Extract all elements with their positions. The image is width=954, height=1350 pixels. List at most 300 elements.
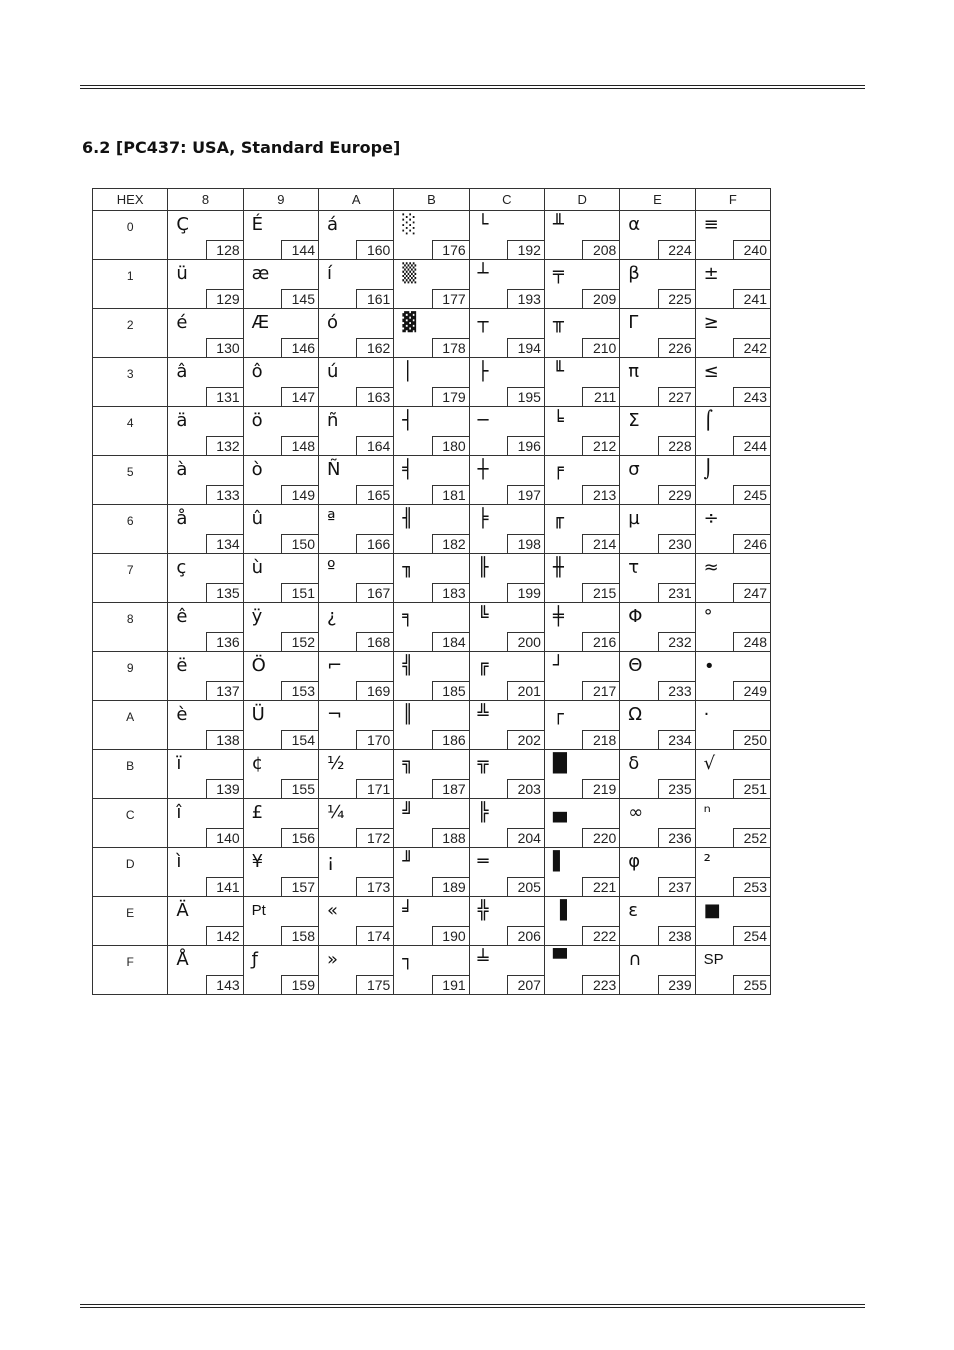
column-header-a: A [318,189,393,211]
char-cell [394,750,469,799]
char-glyph: ∩ [628,949,642,970]
decimal-code: 211 [582,387,620,407]
decimal-code: 164 [356,436,394,456]
row-header-4: 4 [93,407,168,456]
char-glyph: ┴ [477,263,489,284]
char-glyph: · [703,704,710,725]
char-cell [620,652,695,701]
char-glyph: ┘ [552,655,564,676]
char-cell [243,946,318,995]
char-glyph: á [326,214,339,235]
decimal-code: 190 [432,926,470,946]
decimal-code: 141 [206,877,244,897]
char-cell [469,456,544,505]
char-cell [469,603,544,652]
decimal-code: 148 [281,436,319,456]
char-glyph: ° [703,606,713,627]
decimal-code: 172 [356,828,394,848]
decimal-code: 163 [356,387,394,407]
char-cell [544,897,619,946]
char-glyph: ï [176,753,182,774]
column-header-f: F [695,189,770,211]
char-cell [695,260,770,309]
char-glyph: ╫ [552,557,564,578]
char-cell [695,211,770,260]
char-cell [394,897,469,946]
decimal-code: 171 [356,779,394,799]
decimal-code: 200 [507,632,545,652]
char-glyph: ¬ [326,704,343,725]
char-cell [394,946,469,995]
char-cell [168,701,243,750]
char-cell [168,407,243,456]
char-glyph: ─ [477,410,489,431]
decimal-code: 161 [356,289,394,309]
char-cell [544,750,619,799]
char-glyph: ö [251,410,263,431]
decimal-code: 224 [658,240,696,260]
char-cell [695,652,770,701]
decimal-code: 186 [432,730,470,750]
char-cell [243,456,318,505]
char-cell [620,750,695,799]
char-cell [318,750,393,799]
char-glyph: ≈ [703,557,719,578]
char-cell [318,848,393,897]
char-glyph: ▌ [552,851,567,872]
char-glyph: ╙ [552,361,564,382]
decimal-code: 174 [356,926,394,946]
char-cell [243,603,318,652]
decimal-code: 165 [356,485,394,505]
decimal-code: 166 [356,534,394,554]
char-cell [394,260,469,309]
char-glyph: ╜ [402,851,414,872]
char-glyph: í [326,263,332,284]
char-cell [620,260,695,309]
char-cell [469,701,544,750]
decimal-code: 187 [432,779,470,799]
decimal-code: 227 [658,387,696,407]
char-cell [168,211,243,260]
decimal-code: 241 [733,289,771,309]
char-cell [469,260,544,309]
char-glyph: ╪ [552,606,564,627]
char-cell [469,407,544,456]
char-glyph: ╠ [477,802,489,823]
decimal-code: 132 [206,436,244,456]
char-glyph: Ñ [326,459,341,480]
char-glyph: ü [176,263,188,284]
char-cell [168,946,243,995]
decimal-code: 230 [658,534,696,554]
decimal-code: 217 [582,681,620,701]
char-glyph: ± [703,263,719,284]
decimal-code: 145 [281,289,319,309]
decimal-code: 195 [507,387,545,407]
char-cell [168,554,243,603]
decimal-code: 162 [356,338,394,358]
char-cell [243,407,318,456]
char-cell [243,260,318,309]
char-cell [318,211,393,260]
row-header-2: 2 [93,309,168,358]
char-glyph: ▒ [402,263,417,284]
char-glyph: ¿ [326,606,337,627]
char-cell [469,848,544,897]
char-cell [469,358,544,407]
decimal-code: 193 [507,289,545,309]
char-cell [544,848,619,897]
char-cell [168,750,243,799]
char-glyph: ┼ [477,459,489,480]
char-glyph: ¥ [251,851,264,872]
char-glyph: ú [326,361,339,382]
char-glyph: £ [251,802,264,823]
decimal-code: 179 [432,387,470,407]
decimal-code: 176 [432,240,470,260]
row-header-6: 6 [93,505,168,554]
decimal-code: 196 [507,436,545,456]
char-cell [469,211,544,260]
char-cell [620,946,695,995]
char-glyph: ε [628,900,639,921]
char-glyph: ╨ [552,214,564,235]
char-cell [544,554,619,603]
char-glyph: ╞ [477,508,489,529]
row-header-9: 9 [93,652,168,701]
char-glyph: ┤ [402,410,414,431]
decimal-code: 133 [206,485,244,505]
decimal-code: 245 [733,485,771,505]
char-glyph: ¡ [326,851,335,872]
decimal-code: 236 [658,828,696,848]
char-glyph: √ [703,753,716,774]
char-glyph: δ [628,753,640,774]
char-glyph: ╥ [552,312,564,333]
decimal-code: 158 [281,926,319,946]
decimal-code: 167 [356,583,394,603]
decimal-code: 214 [582,534,620,554]
decimal-code: 222 [582,926,620,946]
char-glyph: Å [176,949,189,970]
char-glyph: ⌐ [326,655,343,676]
char-cell [243,652,318,701]
char-glyph: ª [326,508,336,529]
decimal-code: 213 [582,485,620,505]
char-cell [318,358,393,407]
char-glyph: ≡ [703,214,719,235]
char-cell [243,799,318,848]
decimal-code: 228 [658,436,696,456]
char-glyph: ║ [402,704,414,725]
decimal-code: 150 [281,534,319,554]
char-cell [168,309,243,358]
char-cell [394,211,469,260]
decimal-code: 152 [281,632,319,652]
decimal-code: 233 [658,681,696,701]
char-cell [469,309,544,358]
char-cell [695,897,770,946]
char-cell [168,897,243,946]
char-cell [620,701,695,750]
char-glyph: ≤ [703,361,719,382]
char-cell [243,505,318,554]
decimal-code: 142 [206,926,244,946]
decimal-code: 180 [432,436,470,456]
decimal-code: 231 [658,583,696,603]
table-row [93,505,771,554]
decimal-code: 191 [432,975,470,995]
char-cell [695,750,770,799]
char-cell [544,211,619,260]
char-cell [469,505,544,554]
decimal-code: 226 [658,338,696,358]
char-cell [318,701,393,750]
char-cell [318,652,393,701]
decimal-code: 168 [356,632,394,652]
char-glyph: ┐ [402,949,414,970]
char-cell [394,554,469,603]
decimal-code: 204 [507,828,545,848]
decimal-code: 159 [281,975,319,995]
char-cell [695,799,770,848]
char-glyph: ½ [326,753,345,774]
char-glyph: ╢ [402,508,414,529]
char-glyph: è [176,704,188,725]
char-glyph: Pt [251,902,266,919]
char-glyph: â [176,361,188,382]
decimal-code: 254 [733,926,771,946]
char-glyph: ╚ [477,606,489,627]
char-cell [318,603,393,652]
decimal-code: 192 [507,240,545,260]
char-glyph: é [176,312,188,333]
table-row [93,309,771,358]
decimal-code: 240 [733,240,771,260]
decimal-code: 251 [733,779,771,799]
char-cell [544,260,619,309]
decimal-code: 239 [658,975,696,995]
char-glyph: ê [176,606,188,627]
decimal-code: 136 [206,632,244,652]
char-glyph: ù [251,557,264,578]
char-glyph: │ [402,361,414,382]
row-header-1: 1 [93,260,168,309]
char-glyph: å [176,508,188,529]
decimal-code: 219 [582,779,620,799]
char-cell [394,505,469,554]
char-glyph: ╤ [552,263,564,284]
char-cell [695,358,770,407]
char-glyph: à [176,459,188,480]
char-cell [243,848,318,897]
decimal-code: 157 [281,877,319,897]
char-cell [168,358,243,407]
char-cell [695,407,770,456]
decimal-code: 181 [432,485,470,505]
char-glyph: ┌ [552,704,564,725]
char-cell [318,554,393,603]
char-cell [544,505,619,554]
decimal-code: 223 [582,975,620,995]
decimal-code: 209 [582,289,620,309]
char-glyph: Γ [628,312,639,333]
char-cell [243,750,318,799]
char-cell [695,946,770,995]
char-glyph: ╝ [402,802,414,823]
char-cell [168,505,243,554]
decimal-code: 153 [281,681,319,701]
char-glyph: ▓ [402,312,417,333]
table-row [93,897,771,946]
char-cell [695,554,770,603]
char-cell [243,309,318,358]
char-glyph: Æ [251,312,270,333]
char-cell [243,211,318,260]
char-glyph: τ [628,557,640,578]
column-header-9: 9 [243,189,318,211]
table-row [93,848,771,897]
decimal-code: 194 [507,338,545,358]
decimal-code: 255 [733,975,771,995]
top-rule [80,85,865,90]
table-row [93,260,771,309]
char-cell [544,309,619,358]
table-row [93,603,771,652]
char-cell [544,456,619,505]
row-header-b: B [93,750,168,799]
char-glyph: █ [552,753,567,774]
char-glyph: ¼ [326,802,345,823]
decimal-code: 234 [658,730,696,750]
char-glyph: Σ [628,410,640,431]
decimal-code: 134 [206,534,244,554]
row-header-3: 3 [93,358,168,407]
char-cell [318,260,393,309]
decimal-code: 184 [432,632,470,652]
decimal-code: 232 [658,632,696,652]
char-cell [695,701,770,750]
decimal-code: 131 [206,387,244,407]
table-row [93,358,771,407]
char-glyph: ╡ [402,459,414,480]
decimal-code: 208 [582,240,620,260]
char-cell [168,652,243,701]
char-cell [318,799,393,848]
decimal-code: 140 [206,828,244,848]
decimal-code: 220 [582,828,620,848]
char-cell [168,848,243,897]
decimal-code: 129 [206,289,244,309]
decimal-code: 155 [281,779,319,799]
decimal-code: 212 [582,436,620,456]
char-glyph: ╟ [477,557,489,578]
char-glyph: φ [628,851,641,872]
decimal-code: 225 [658,289,696,309]
decimal-code: 248 [733,632,771,652]
decimal-code: 175 [356,975,394,995]
char-glyph: π [628,361,640,382]
table-row [93,701,771,750]
char-cell [243,358,318,407]
char-cell [243,897,318,946]
char-cell [168,603,243,652]
char-glyph: É [251,214,264,235]
decimal-code: 206 [507,926,545,946]
decimal-code: 169 [356,681,394,701]
char-glyph: ä [176,410,188,431]
decimal-code: 177 [432,289,470,309]
char-glyph: µ [628,508,640,529]
column-header-d: D [544,189,619,211]
row-header-7: 7 [93,554,168,603]
char-cell [469,946,544,995]
decimal-code: 244 [733,436,771,456]
row-header-d: D [93,848,168,897]
decimal-code: 199 [507,583,545,603]
char-glyph: ╛ [402,900,414,921]
char-glyph: ╧ [477,949,489,970]
char-glyph: ╓ [552,508,564,529]
decimal-code: 188 [432,828,470,848]
char-glyph: Ö [251,655,266,676]
char-cell [318,505,393,554]
decimal-code: 249 [733,681,771,701]
char-glyph: ├ [477,361,489,382]
char-glyph: Φ [628,606,643,627]
table-row [93,554,771,603]
char-glyph: ╔ [477,655,489,676]
char-glyph: ⌡ [703,459,714,480]
char-glyph: SP [703,951,724,968]
decimal-code: 202 [507,730,545,750]
char-cell [243,554,318,603]
decimal-code: 146 [281,338,319,358]
char-cell [620,603,695,652]
char-glyph: ÷ [703,508,719,529]
char-cell [620,799,695,848]
char-glyph: ò [251,459,263,480]
char-glyph: æ [251,263,270,284]
char-glyph: î [176,802,182,823]
row-header-c: C [93,799,168,848]
char-cell [544,358,619,407]
char-glyph: ÿ [251,606,263,627]
decimal-code: 160 [356,240,394,260]
char-glyph: β [628,263,640,284]
char-cell [469,897,544,946]
char-cell [620,897,695,946]
char-cell [620,554,695,603]
decimal-code: 247 [733,583,771,603]
char-glyph: ▐ [552,900,567,921]
character-code-table [92,188,771,995]
decimal-code: 205 [507,877,545,897]
decimal-code: 144 [281,240,319,260]
hex-corner-header: HEX [93,189,168,211]
decimal-code: 128 [206,240,244,260]
decimal-code: 235 [658,779,696,799]
char-glyph: Ä [176,900,189,921]
char-glyph: ç [176,557,187,578]
decimal-code: 197 [507,485,545,505]
decimal-code: 189 [432,877,470,897]
char-cell [544,946,619,995]
char-cell [695,603,770,652]
decimal-code: 243 [733,387,771,407]
decimal-code: 135 [206,583,244,603]
